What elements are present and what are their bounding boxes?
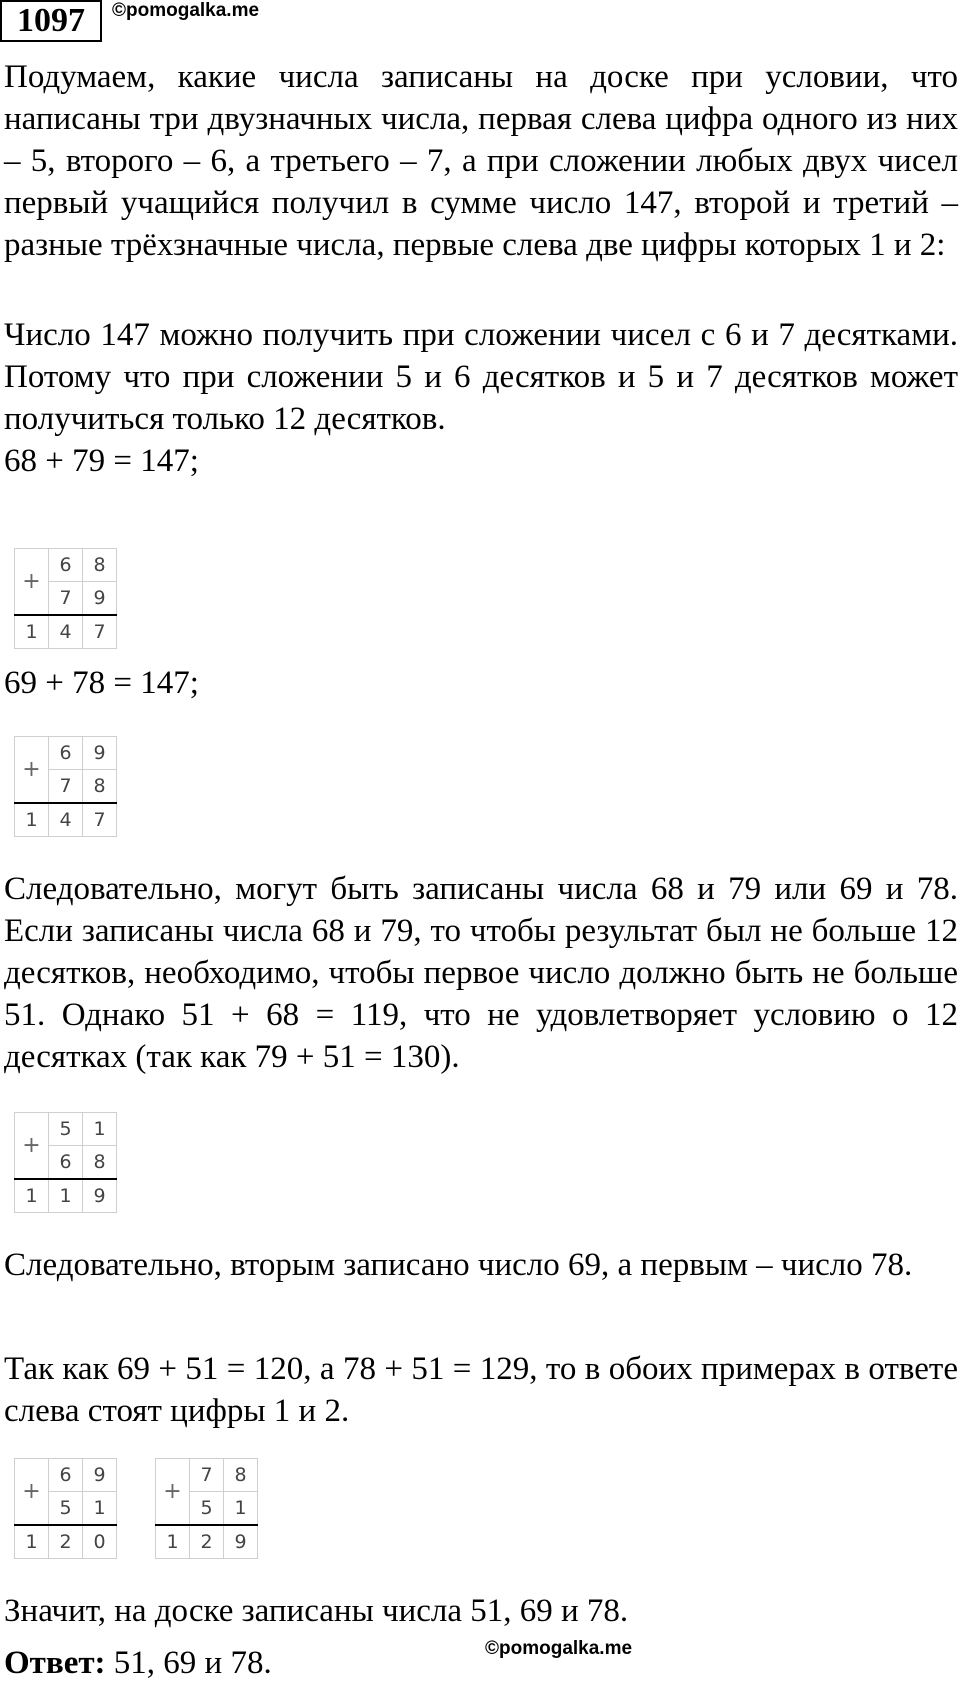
digit: 1 [15,1525,49,1559]
plus-sign: + [15,549,49,616]
paragraph-reasoning: Число 147 можно получить при сложении чисел с 6 и 7 десятками. Потому что при сложении 5 и 6 десятков и 5 и 7 десятков может получиться только 12 десятков. [4,317,958,437]
digit: 1 [83,1113,117,1146]
digit: 9 [224,1525,258,1559]
digit: 6 [49,549,83,582]
task-number: 1097 [0,0,102,42]
digit: 9 [83,1179,117,1213]
digit: 1 [15,803,49,837]
watermark-bottom: ©pomogalka.me [485,1638,633,1659]
digit: 5 [49,1492,83,1526]
plus-sign: + [156,1459,190,1526]
answer [4,1642,958,1684]
digit: 6 [49,1146,83,1180]
digit: 8 [83,549,117,582]
column-addition-5 [155,1458,258,1559]
digit: 7 [83,803,117,837]
digit: 2 [49,1525,83,1559]
paragraph-final: Значит, на доске записаны числа 51, 69 и 78. [4,1593,629,1629]
paragraph-conclusion-2: Так как 69 + 51 = 120, а 78 + 51 = 129, то в обоих примерах в ответе слева стоят цифры 1 и 2. [4,1351,958,1429]
paragraph-conclusion-1: Следовательно, вторым записано число 69, а первым – число 78. [4,1247,913,1283]
watermark-top: ©pomogalka.me [112,0,260,21]
digit: 1 [156,1525,190,1559]
column-addition-3 [14,1112,117,1213]
digit: 4 [49,803,83,837]
digit: 8 [83,770,117,804]
digit: 7 [83,615,117,649]
digit: 0 [83,1525,117,1559]
digit: 1 [15,615,49,649]
digit: 8 [224,1459,258,1492]
plus-sign: + [15,737,49,804]
digit: 1 [83,1492,117,1526]
column-addition-1 [14,548,117,649]
plus-sign: + [15,1459,49,1526]
equation-1: 68 + 79 = 147; [4,443,199,479]
answer-label: Ответ: [4,1645,106,1681]
digit: 9 [83,737,117,770]
answer-value: 51, 69 и 78. [105,1645,272,1681]
digit: 8 [83,1146,117,1180]
digit: 6 [49,1459,83,1492]
digit: 1 [15,1179,49,1213]
digit: 4 [49,615,83,649]
digit: 7 [49,582,83,616]
digit: 7 [190,1459,224,1492]
equation-2: 69 + 78 = 147; [4,665,199,701]
digit: 6 [49,737,83,770]
digit: 7 [49,770,83,804]
plus-sign: + [15,1113,49,1180]
digit: 5 [49,1113,83,1146]
digit: 2 [190,1525,224,1559]
paragraph-intro: Подумаем, какие числа записаны на доске при условии, что написаны три двузначных числа, первая слева цифра одного из них – 5, второго – 6, а третьего – 7, а при сложении любых двух чисел первый учащийся получил в сумме число 147, второй и третий – разные трёхзначные числа, первые слева две цифры которых 1 и 2: [4,59,958,263]
digit: 9 [83,582,117,616]
column-addition-2 [14,736,117,837]
digit: 9 [83,1459,117,1492]
column-addition-4 [14,1458,117,1559]
paragraph-analysis: Следовательно, могут быть записаны числа 68 и 79 или 69 и 78. Если записаны числа 68 и 79, то чтобы результат был не больше 12 десятков, необходимо, чтобы первое число должно быть не больше 51. Однако 51 + 68 = 119, что не удовлетворяет условию о 12 десятках (так как 79 + 51 = 130). [4,871,958,1075]
digit: 1 [224,1492,258,1526]
digit: 5 [190,1492,224,1526]
digit: 1 [49,1179,83,1213]
